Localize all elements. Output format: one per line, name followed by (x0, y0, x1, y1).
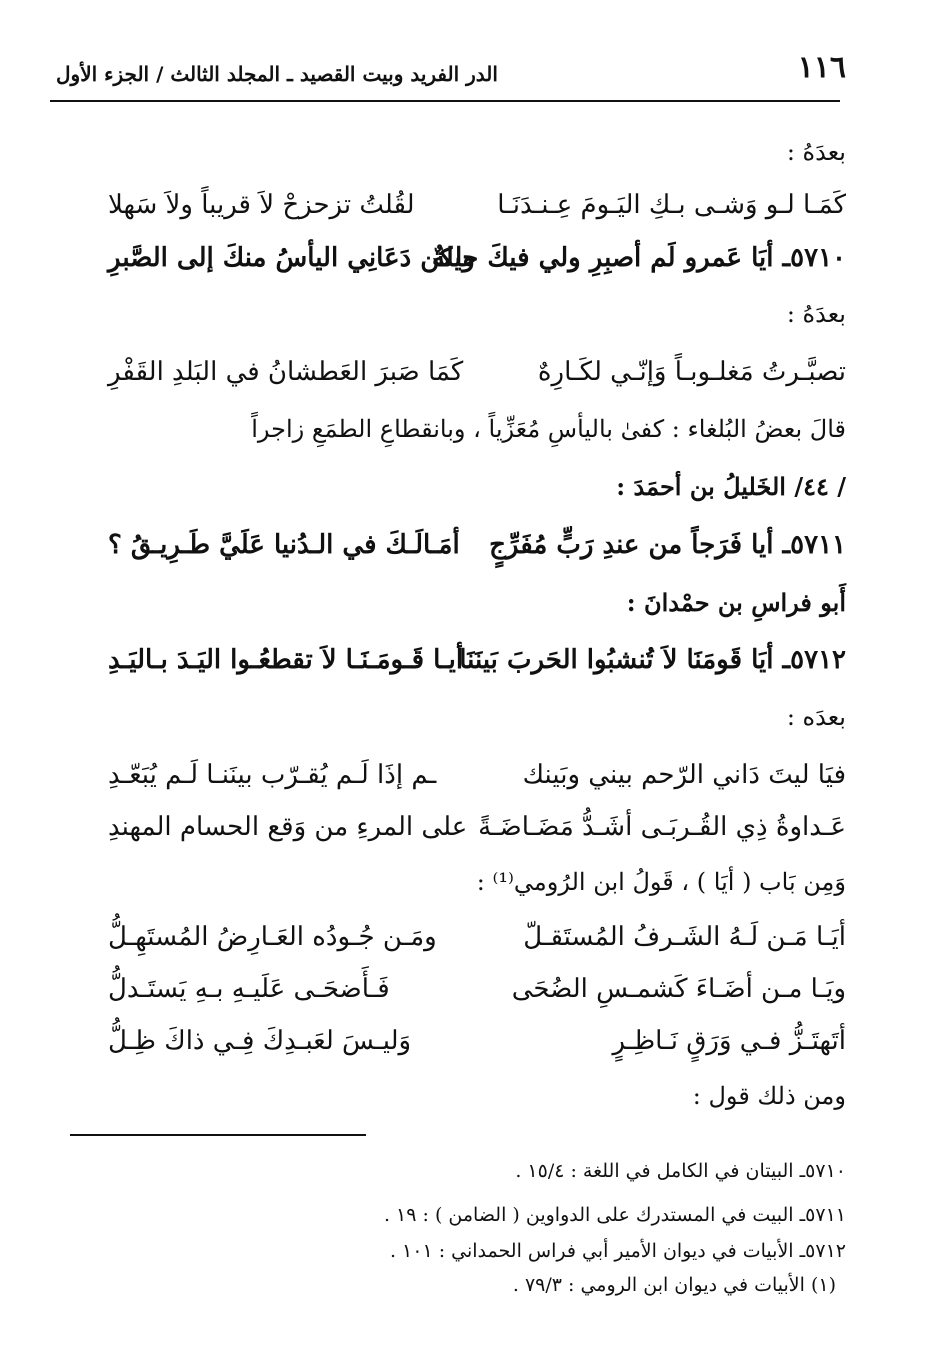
header-divider (50, 100, 840, 102)
verse-second-hemistich: ـم إذَا لَـم يُقـرّب بينَنـا لَـم يُبَعّـدِ (108, 760, 437, 790)
footnote: (١) الأبيات في ديوان ابن الرومي : ٧٩/٣ . (512, 1274, 836, 1296)
verse-second-hemistich: كَمَا صَبرَ العَطشانُ في البَلدِ القَفْرِ (108, 357, 464, 387)
prose-line: قالَ بعضُ البُلغاء : كفىٰ باليأسِ مُعَزِّياً ، وبانقطاعِ الطمَعِ زاجراً (251, 415, 846, 443)
footnote: ٥٧١١ـ البيت في المستدرك على الدواوين ( الضامن ) : ١٩ . (383, 1204, 846, 1226)
running-title: الدر الفريد وبيت القصيد ـ المجلد الثالث / الجزء الأول (56, 62, 498, 86)
verse-second-hemistich: ومَـن جُـودُه العَـارِضُ المُستَهِـلُّ (108, 922, 437, 952)
verse-first-hemistich: أيَـا مَـن لَـهُ الشَـرفُ المُستَقـلّ (523, 922, 846, 952)
prose-line: وَمِن بَاب ( أيَا ) ، قَولُ ابن الرُومي⁽¹⁾ : (476, 868, 846, 896)
verse-first-hemistich: عَـداوةُ ذِي القُـربَـى أشَـدُّ مَضَـاضَـةً (478, 812, 846, 842)
verse-second-hemistich: ولكن دَعَانِي اليأسُ منكَ إلى الصَّبرِ (108, 243, 475, 273)
verse-second-hemistich: على المرءِ من وَقع الحسام المهندِ (108, 812, 468, 842)
footnote: ٥٧١٠ـ البيتان في الكامل في اللغة : ١٥/٤ . (515, 1160, 846, 1182)
footnote-divider (70, 1134, 366, 1136)
prose-line: بعدَهُ : (786, 138, 846, 166)
verse-second-hemistich: لقُلتُ تزحزحْ لاَ قريباً ولاَ سَهلا (108, 190, 415, 220)
verse-second-hemistich: فَـأَضحَـى عَلَيـهِ بـهِ يَستَـدلُّ (108, 974, 390, 1004)
verse-second-hemistich: أمَـالَـكَ في الـدُنيا عَلَيَّ طَـرِيـقُ ؟ (108, 530, 460, 560)
footnote: ٥٧١٢ـ الأبيات في ديوان الأمير أبي فراس الحمداني : ١٠١ . (389, 1240, 846, 1262)
verse-first-hemistich: ٥٧١٠ـ أيَا عَمرو لَم أصبِرِ ولي فيكَ حيلةٌ (431, 243, 846, 273)
verse-first-hemistich: فيَا ليتَ دَاني الرّحم بيني وبَينك (522, 760, 846, 790)
page-number: ١١٦ (797, 50, 846, 85)
verse-first-hemistich: ويَـا مـن أضَـاءَ كَشمـسِ الضُحَى (511, 974, 846, 1004)
verse-first-hemistich: ٥٧١١ـ أيا فَرَجاً من عندِ رَبٍّ مُفَرِّجٍ (489, 530, 846, 560)
verse-first-hemistich: ٥٧١٢ـ أيَا قَومَنَا لاَ تُنشبُوا الحَربَ بَينَنَا (459, 645, 846, 675)
section-heading: أَبو فراسِ بن حمْدانَ : (626, 588, 846, 617)
verse-first-hemistich: تصبَّـرتُ مَغلـوبـاً وَإنّـي لكَـارِهٌ (537, 357, 846, 387)
prose-line: بعدَهُ : (786, 300, 846, 328)
prose-line: بعدَه : (786, 703, 846, 731)
verse-second-hemistich: وَليـسَ لعَبـدِكَ فِـي ذاكَ ظِـلُّ (108, 1026, 412, 1056)
verse-first-hemistich: أتَهتَـزُّ فـي وَرَقٍ نَـاظِـرٍ (612, 1026, 846, 1056)
section-heading: / ٤٤/ الخَليلُ بن أحمَدَ : (616, 472, 846, 501)
verse-first-hemistich: كَمَـا لـو وَشـى بـكِ اليَـومَ عِـنـدَنَـا (497, 190, 846, 220)
prose-line: ومن ذلك قول : (692, 1082, 846, 1110)
verse-second-hemistich: أيـا قَـومَـنَـا لاَ تقطعُـوا اليَـدَ بـاليَـدِ (108, 645, 464, 675)
